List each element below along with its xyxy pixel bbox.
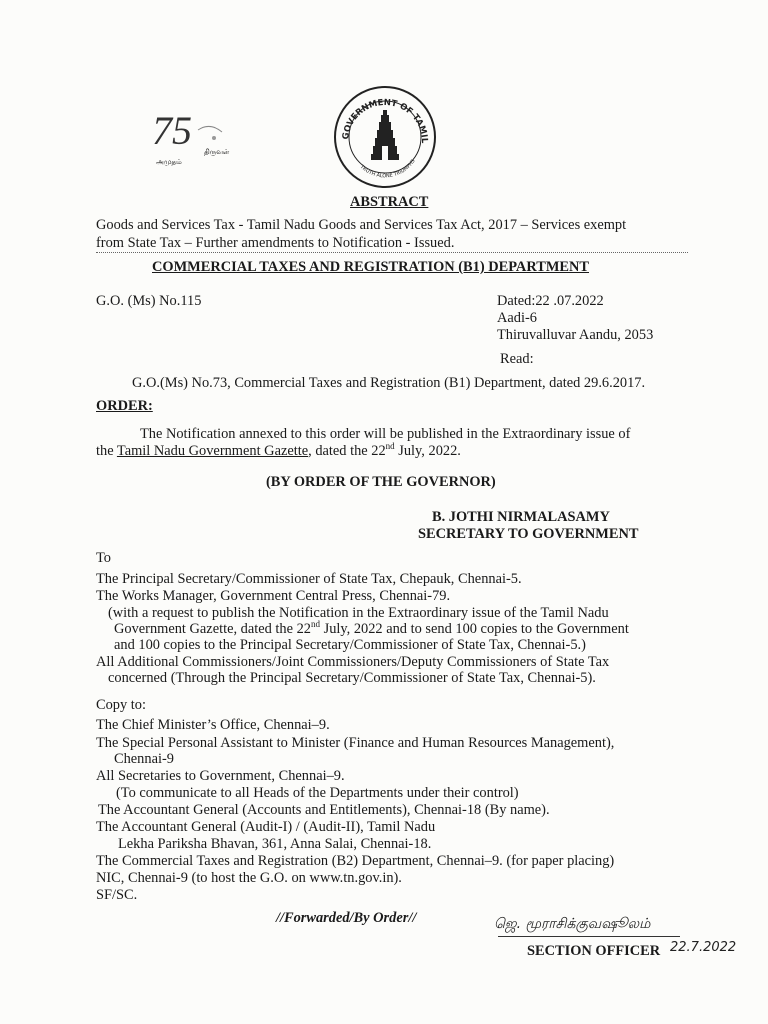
order-heading: ORDER: xyxy=(96,398,153,414)
section-officer-signature: ஜெ. மூராசிக்குவஷூலம் xyxy=(494,916,651,932)
order-line-1: The Notification annexed to this order will be published in the Extraordinary issue of xyxy=(140,426,631,442)
copy-to-line: SF/SC. xyxy=(96,887,138,903)
logo-caption-left: அமுதம் xyxy=(156,158,182,166)
copy-to-line: Chennai-9 xyxy=(114,751,174,767)
to-request-line-2: Government Gazette, dated the 22nd July, 2022 and to send 100 copies to the Government xyxy=(114,619,629,637)
copy-to-line: The Chief Minister’s Office, Chennai–9. xyxy=(96,717,330,733)
tamil-nadu-emblem xyxy=(330,82,440,192)
copy-to-line: The Commercial Taxes and Registration (B2) Department, Chennai–9. (for paper placing) xyxy=(96,853,615,869)
azadi-75-logo xyxy=(148,108,258,170)
to-line: The Principal Secretary/Commissioner of State Tax, Chepauk, Chennai-5. xyxy=(96,571,522,587)
to-additional-line-2: concerned (Through the Principal Secretary/Commissioner of State Tax, Chennai-5). xyxy=(108,670,596,686)
read-reference: G.O.(Ms) No.73, Commercial Taxes and Registration (B1) Department, dated 29.6.2017. xyxy=(132,375,646,391)
tamil-year: Thiruvalluvar Aandu, 2053 xyxy=(497,327,654,343)
abstract-line-1: Goods and Services Tax - Tamil Nadu Goods and Services Tax Act, 2017 – Services exempt xyxy=(96,217,627,233)
order-line-2: the Tamil Nadu Government Gazette, dated the 22nd July, 2022. xyxy=(96,441,461,459)
copy-to-line: The Accountant General (Audit-I) / (Audit-II), Tamil Nadu xyxy=(96,819,436,835)
logo-caption-right: திருவள் xyxy=(204,148,230,156)
copy-to-line: (To communicate to all Heads of the Departments under their control) xyxy=(116,785,519,801)
go-number: G.O. (Ms) No.115 xyxy=(96,293,202,309)
department-heading: COMMERCIAL TAXES AND REGISTRATION (B1) DEPARTMENT xyxy=(152,259,589,275)
svg-text:GOVERNMENT OF TAMIL NADU: GOVERNMENT OF TAMIL xyxy=(340,97,430,144)
to-label: To xyxy=(96,550,111,566)
copy-to-line: The Accountant General (Accounts and Entitlements), Chennai-18 (By name). xyxy=(98,802,550,818)
signatory-title: SECRETARY TO GOVERNMENT xyxy=(418,526,639,542)
gazette-name: Tamil Nadu Government Gazette xyxy=(116,443,309,459)
copy-to-line: All Secretaries to Government, Chennai–9. xyxy=(96,768,345,784)
logo-number: 75 xyxy=(152,108,192,153)
abstract-divider xyxy=(96,252,688,253)
temple-gopuram-icon xyxy=(371,110,399,160)
to-request-line-3: and 100 copies to the Principal Secretary/Commissioner of State Tax, Chennai-5.) xyxy=(114,637,586,653)
copy-to-line: Lekha Pariksha Bhavan, 361, Anna Salai, Chennai-18. xyxy=(118,836,432,852)
svg-text:TRUTH ALONE TRIUMPHS: TRUTH ALONE TRIUMPHS xyxy=(358,158,417,180)
section-officer-title: SECTION OFFICER xyxy=(527,943,661,959)
signatory-name: B. JOTHI NIRMALASAMY xyxy=(432,509,610,525)
to-request-line-1: (with a request to publish the Notification in the Extraordinary issue of the Tamil Nadu xyxy=(108,605,609,621)
copy-to-line: The Special Personal Assistant to Minister (Finance and Human Resources Management), xyxy=(96,735,615,751)
abstract-line-2: from State Tax – Further amendments to Notification - Issued. xyxy=(96,235,455,251)
signature-underline xyxy=(498,936,680,937)
copy-to-label: Copy to: xyxy=(96,697,146,713)
to-additional-line-1: All Additional Commissioners/Joint Commissioners/Deputy Commissioners of State Tax xyxy=(96,654,610,670)
copy-to-line: NIC, Chennai-9 (to host the G.O. on www.tn.gov.in). xyxy=(96,870,402,886)
abstract-heading: ABSTRACT xyxy=(350,194,429,210)
tamil-month: Aadi-6 xyxy=(497,310,537,326)
read-label: Read: xyxy=(500,351,534,367)
handwritten-date: 22.7.2022 xyxy=(670,940,737,955)
forwarded-by-order: //Forwarded/By Order// xyxy=(276,910,417,926)
by-order-of-governor: (BY ORDER OF THE GOVERNOR) xyxy=(266,474,496,490)
dated: Dated:22 .07.2022 xyxy=(497,293,604,309)
to-line: The Works Manager, Government Central Press, Chennai-79. xyxy=(96,588,451,604)
